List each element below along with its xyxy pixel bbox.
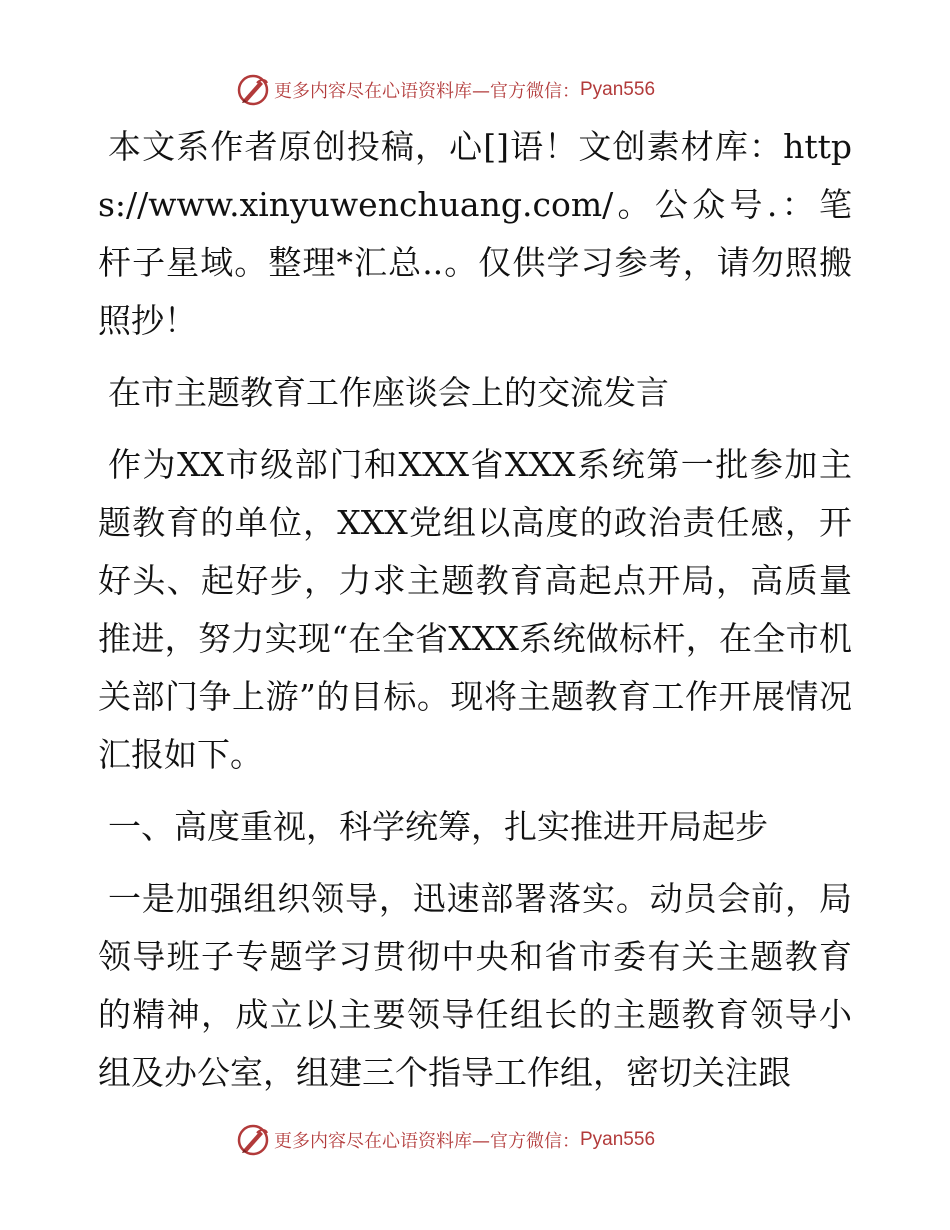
pen-logo-icon: [236, 73, 270, 107]
document-body: [98, 118, 852, 1116]
footer-banner-wechat: Pyan556: [580, 1129, 656, 1150]
header-banner: [236, 72, 655, 108]
body-paragraph: 一是加强组织领导，迅速部署落实。动员会前，局领导班子专题学习贯彻中央和省市委有关主题教育的精神，成立以主要领导任组长的主题教育领导小组及办公室，组建三个指导工作组，密切关注跟: [98, 879, 852, 1092]
footer-banner: [236, 1122, 655, 1158]
document-title: 在市主题教育工作座谈会上的交流发言: [108, 373, 669, 412]
header-banner-text: 更多内容尽在心语资料库—官方微信：: [274, 81, 580, 102]
section-heading: 一、高度重视，科学统筹，扎实推进开局起步: [108, 807, 768, 846]
footer-banner-text: 更多内容尽在心语资料库—官方微信：: [274, 1131, 580, 1152]
pen-logo-icon: [236, 1123, 270, 1157]
intro-paragraph: 作为XX市级部门和XXX省XXX系统第一批参加主题教育的单位，XXX党组以高度的政治责任感，开好头、起好步，力求主题教育高起点开局，高质量推进，努力实现“在全省XXX系统做标杆，在全市机关部门争上游”的目标。现将主题教育工作开展情况汇报如下。: [98, 445, 852, 774]
header-banner-wechat: Pyan556: [580, 79, 656, 100]
copyright-notice: 本文系作者原创投稿，心[]语！文创素材库：https://www.xinyuwenchuang.com/。公众号.：笔杆子星域。整理*汇总..。仅供学习参考，请勿照搬照抄！: [98, 127, 852, 340]
